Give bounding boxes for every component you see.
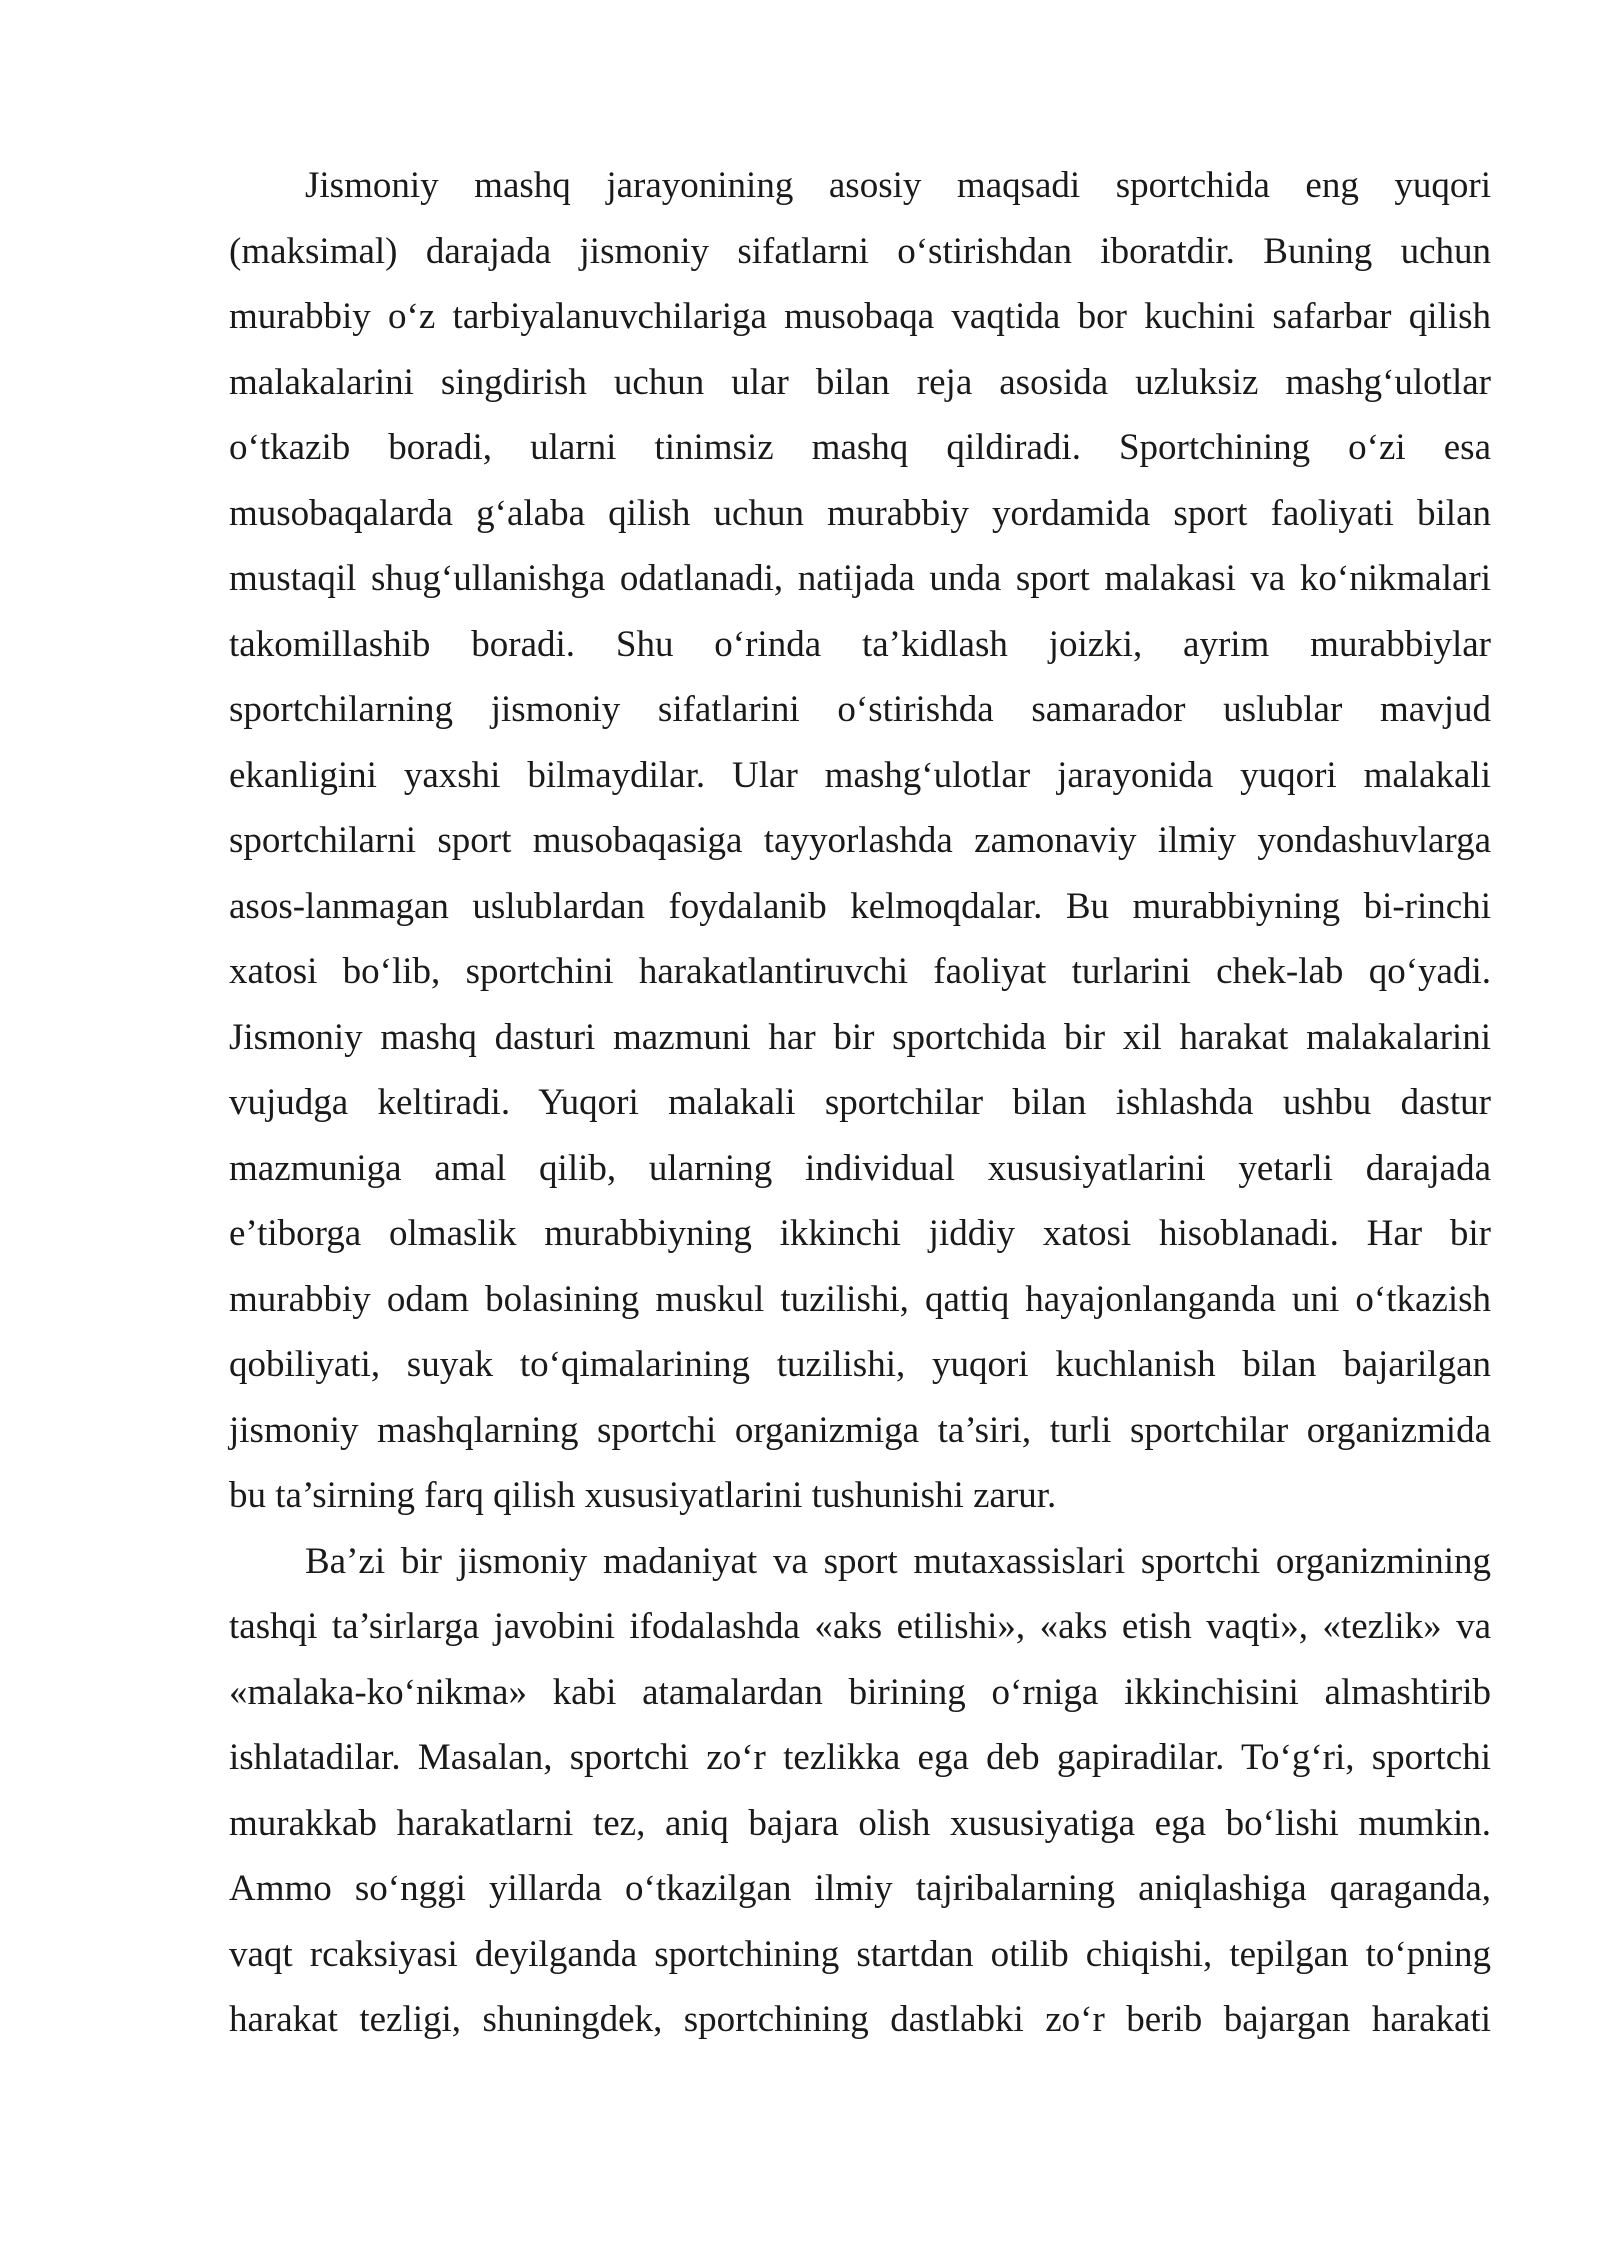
- text-line: Ammo so‘nggi yillarda o‘tkazilgan ilmiy tajribalarning aniqlashiga qaraganda,: [229, 1868, 1491, 1909]
- paragraph-1: [229, 153, 1491, 1529]
- text-line: vujudga keltiradi. Yuqori malakali sportchilar bilan ishlashda ushbu dastur: [229, 1082, 1491, 1123]
- text-line: xatosi bo‘lib, sportchini harakatlantiruvchi faoliyat turlarini chek-lab qo‘yadi.: [229, 951, 1491, 992]
- text-line: o‘tkazib boradi, ularni tinimsiz mashq qildiradi. Sportchining o‘zi esa: [229, 427, 1491, 468]
- text-line: «malaka-ko‘nikma» kabi atamalardan birining o‘rniga ikkinchisini almashtirib: [229, 1671, 1491, 1713]
- text-line: musobaqalarda g‘alaba qilish uchun murabbiy yordamida sport faoliyati bilan: [229, 492, 1491, 534]
- text-line: ekanligini yaxshi bilmaydilar. Ular mashg‘ulotlar jarayonida yuqori malakali: [229, 754, 1491, 796]
- text-line: ishlatadilar. Masalan, sportchi zo‘r tezlikka ega deb gapiradilar. To‘g‘ri, sportchi: [229, 1737, 1491, 1778]
- text-line: asos-lanmagan uslublardan foydalanib kelmoqdalar. Bu murabbiyning bi-rinchi: [229, 885, 1491, 927]
- document-body: [229, 153, 1491, 2053]
- text-line: tashqi ta’sirlarga javobini ifodalashda «aks etilishi», «aks etish vaqti», «tezlik» va: [229, 1606, 1491, 1647]
- paragraph-2: [229, 1529, 1491, 2053]
- text-line: sportchilarni sport musobaqasiga tayyorlashda zamonaviy ilmiy yondashuvlarga: [229, 820, 1491, 861]
- text-line: Jismoniy mashq jarayonining asosiy maqsadi sportchida eng yuqori: [305, 165, 1491, 206]
- text-line: murabbiy odam bolasining muskul tuzilishi, qattiq hayajonlanganda uni o‘tkazish: [229, 1278, 1491, 1320]
- text-line: qobiliyati, suyak to‘qimalarining tuzilishi, yuqori kuchlanish bilan bajarilgan: [229, 1344, 1491, 1385]
- text-line: murabbiy o‘z tarbiyalanuvchilariga musobaqa vaqtida bor kuchini safarbar qilish: [229, 296, 1491, 337]
- text-line: malakalarini singdirish uchun ular bilan reja asosida uzluksiz mashg‘ulotlar: [229, 361, 1491, 403]
- text-line: sportchilarning jismoniy sifatlarini o‘stirishda samarador uslublar mavjud: [229, 689, 1491, 730]
- text-line: jismoniy mashqlarning sportchi organizmiga ta’siri, turli sportchilar organizmida: [229, 1409, 1491, 1451]
- text-line: bu ta’sirning farq qilish xususiyatlarini tushunishi zarur.: [229, 1475, 1057, 1516]
- text-line: (maksimal) darajada jismoniy sifatlarni o‘stirishdan iboratdir. Buning uchun: [229, 230, 1491, 272]
- text-line: Jismoniy mashq dasturi mazmuni har bir sportchida bir xil harakat malakalarini: [229, 1016, 1491, 1058]
- text-line: vaqt rcaksiyasi deyilganda sportchining startdan otilib chiqishi, tepilgan to‘pning: [229, 1933, 1491, 1975]
- text-line: Ba’zi bir jismoniy madaniyat va sport mutaxassislari sportchi organizmining: [305, 1540, 1491, 1582]
- text-line: mazmuniga amal qilib, ularning individual xususiyatlarini yetarli darajada: [229, 1147, 1491, 1189]
- text-line: takomillashib boradi. Shu o‘rinda ta’kidlash joizki, ayrim murabbiylar: [229, 623, 1491, 665]
- text-line: mustaqil shug‘ullanishga odatlanadi, natijada unda sport malakasi va ko‘nikmalari: [229, 558, 1491, 599]
- text-line: e’tiborga olmaslik murabbiyning ikkinchi jiddiy xatosi hisoblanadi. Har bir: [229, 1213, 1491, 1254]
- text-line: harakat tezligi, shuningdek, sportchining dastlabki zo‘r berib bajargan harakati: [229, 1999, 1491, 2040]
- text-line: murakkab harakatlarni tez, aniq bajara olish xususiyatiga ega bo‘lishi mumkin.: [229, 1802, 1491, 1844]
